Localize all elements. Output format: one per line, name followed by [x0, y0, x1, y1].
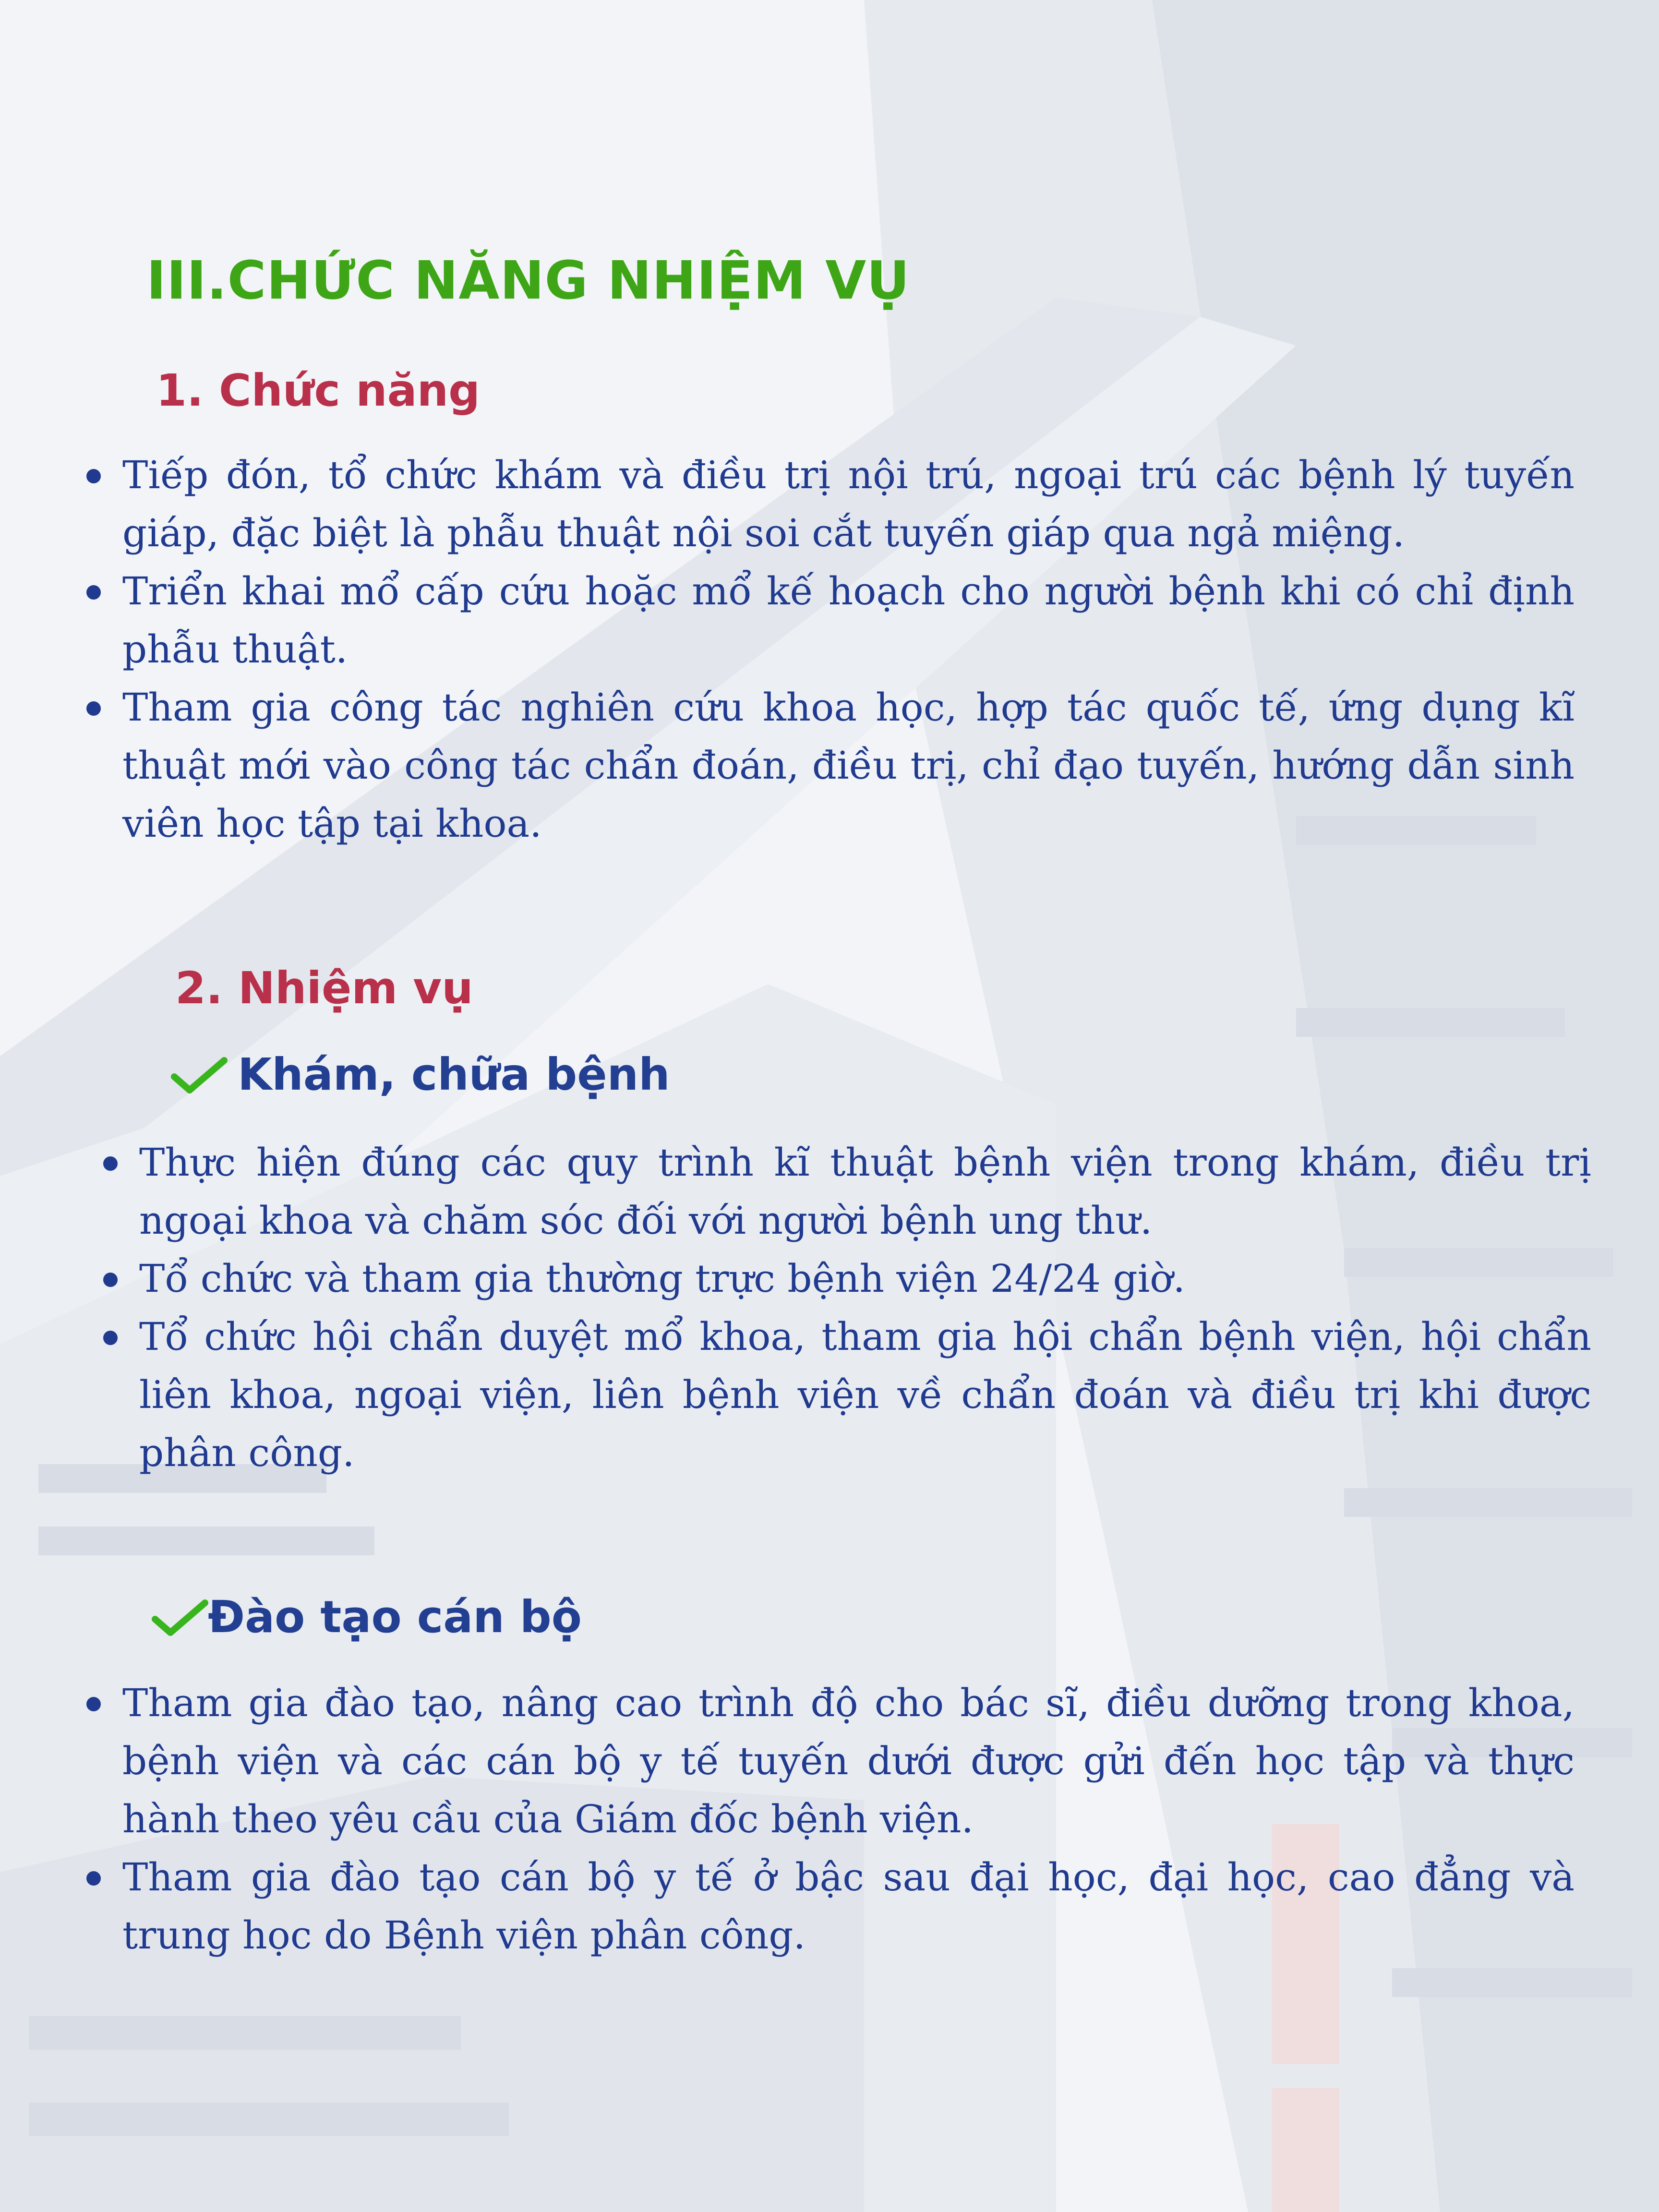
list-item: Tham gia đào tạo, nâng cao trình độ cho bác sĩ, điều dưỡng trong khoa, bệnh viện và các cán bộ y tế tuyến dưới được gửi đến học tập và thực hành theo yêu cầu của Giám đốc bệnh viện. — [86, 1674, 1575, 1848]
bullet-icon — [103, 1156, 118, 1171]
training-list — [86, 1674, 1575, 1964]
main-heading: III.CHỨC NĂNG NHIỆM VỤ — [146, 250, 910, 311]
list-item: Tổ chức hội chẩn duyệt mổ khoa, tham gia hội chẩn bệnh viện, hội chẩn liên khoa, ngoại viện, liên bệnh viện về chẩn đoán và điều trị khi được phân công. — [103, 1308, 1591, 1482]
functions-list — [86, 446, 1575, 853]
list-item: Triển khai mổ cấp cứu hoặc mổ kế hoạch cho người bệnh khi có chỉ định phẫu thuật. — [86, 562, 1575, 678]
check-icon — [170, 1056, 228, 1094]
bullet-icon — [103, 1273, 118, 1287]
bullet-icon — [86, 701, 101, 716]
section-title-functions: 1. Chức năng — [156, 365, 480, 416]
list-item: Tham gia công tác nghiên cứu khoa học, hợp tác quốc tế, ứng dụng kĩ thuật mới vào công tác chẩn đoán, điều trị, chỉ đạo tuyến, hướng dẫn sinh viên học tập tại khoa. — [86, 678, 1575, 853]
bullet-icon — [86, 1871, 101, 1886]
list-item: Tiếp đón, tổ chức khám và điều trị nội trú, ngoại trú các bệnh lý tuyến giáp, đặc biệt là phẫu thuật nội soi cắt tuyến giáp qua ngả miệng. — [86, 446, 1575, 562]
bullet-icon — [103, 1331, 118, 1345]
subsection-title-training: Đào tạo cán bộ — [151, 1591, 582, 1643]
treatment-list — [103, 1133, 1591, 1482]
bullet-icon — [86, 585, 101, 600]
list-item: Tổ chức và tham gia thường trực bệnh viện 24/24 giờ. — [103, 1250, 1591, 1308]
bullet-icon — [86, 1697, 101, 1711]
check-icon — [151, 1598, 204, 1636]
list-item: Thực hiện đúng các quy trình kĩ thuật bệnh viện trong khám, điều trị ngoại khoa và chăm sóc đối với người bệnh ung thư. — [103, 1133, 1591, 1250]
subsection-title-treatment: Khám, chữa bệnh — [170, 1049, 670, 1100]
list-item: Tham gia đào tạo cán bộ y tế ở bậc sau đại học, đại học, cao đẳng và trung học do Bệnh viện phân công. — [86, 1848, 1575, 1964]
section-title-duties: 2. Nhiệm vụ — [175, 962, 473, 1014]
bullet-icon — [86, 469, 101, 483]
